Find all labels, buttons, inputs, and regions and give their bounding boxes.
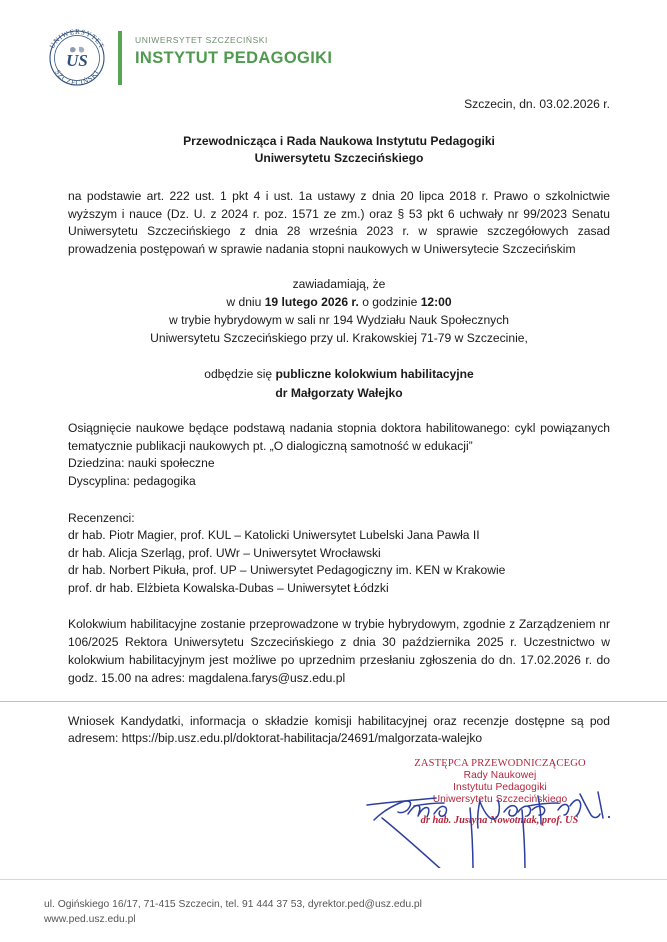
event-prefix-text: odbędzie się — [204, 367, 276, 382]
event-title: publiczne kolokwium habilitacyjne — [275, 367, 474, 382]
svg-text:SZCZECIŃSKI: SZCZECIŃSKI — [53, 68, 101, 88]
reviewers-section — [68, 510, 610, 598]
institution-branding — [135, 36, 332, 66]
field-line: Dziedzina: nauki społeczne — [68, 456, 215, 471]
university-name: UNIWERSYTET SZCZECIŃSKI — [135, 35, 268, 45]
list-item: dr hab. Norbert Pikuła, prof. UP – Uniwersytet Pedagogiczny im. KEN w Krakowie — [68, 563, 506, 578]
announcement-block — [68, 275, 610, 348]
svg-text:US: US — [66, 51, 88, 70]
signature-block — [352, 748, 642, 868]
candidate-name: dr Małgorzaty Wałejko — [275, 385, 403, 400]
date-line: Szczecin, dn. 03.02.2026 r. — [464, 97, 610, 111]
list-item: dr hab. Piotr Magier, prof. KUL – Katolicki Uniwersytet Lubelski Jana Pawła II — [68, 528, 480, 543]
time-prefix-text: o godzinie — [358, 295, 421, 310]
hybrid-mode-paragraph: Kolokwium habilitacyjne zostanie przeprowadzone w trybie hybrydowym, zgodnie z Zarządzeniem nr 106/2025 Rektora Uniwersytetu Szczecińskiego z dnia 30 października 2025 r. Uczestnictwo w kolokwium habilitacyjnym jest możliwe po uprzednim przesłaniu zgłoszenia do dn. 17.02.2026 r. do godz. 15.00 na adres: magdalena.farys@usz.edu.pl — [68, 617, 610, 685]
stamp-line-2: Rady Naukowej — [463, 770, 537, 782]
footer-address: ul. Ogińskiego 16/17, 71-415 Szczecin, tel. 91 444 37 53, dyrektor.ped@usz.edu.pl — [44, 899, 422, 910]
event-time: 12:00 — [420, 295, 452, 310]
addressee-line-2: Uniwersytetu Szczecińskiego — [254, 151, 424, 166]
venue-line-2: Uniwersytetu Szczecińskiego przy ul. Krakowskiej 71-79 w Szczecinie, — [150, 331, 528, 346]
document-body — [68, 96, 610, 748]
availability-paragraph: Wniosek Kandydatki, informacja o składzie komisji habilitacyjnej oraz recenzje dostępne są pod adresem: https://bip.usz.edu.pl/doktorat-habilitacja/24691/malgorzata-walejko — [68, 713, 610, 746]
letterhead — [0, 0, 667, 95]
announcement-intro: zawiadamiają, że — [292, 276, 386, 291]
svg-text:UNIWERSYTET: UNIWERSYTET — [48, 27, 106, 51]
header-accent-bar — [118, 31, 122, 85]
achievement-paragraph: Osiągnięcie naukowe będące podstawą nadania stopnia doktora habilitowanego: cykl powiązanych tematycznie publikacji naukowych pt. „O dialogiczną samotność w edukacji” — [68, 420, 610, 453]
reviewers-header: Recenzenci: — [68, 510, 135, 525]
venue-line-1: w trybie hybrydowym w sali nr 194 Wydziału Nauk Społecznych — [169, 313, 509, 328]
footer-divider — [0, 879, 667, 880]
date-prefix-text: w dniu — [226, 295, 265, 310]
signer-name-stamp: dr hab. Justyna Nowotniak, prof. US — [420, 815, 579, 826]
stamp-line-4: Uniwersytetu Szczecińskiego — [432, 794, 568, 806]
stamp-line-3: Instytutu Pedagogiki — [453, 782, 547, 794]
stamp-line-1: ZASTĘPCA PRZEWODNICZĄCEGO — [414, 758, 586, 769]
event-date: 19 lutego 2026 r. — [264, 295, 359, 310]
event-title-block — [68, 365, 610, 401]
addressee-line-1: Przewodnicząca i Rada Naukowa Instytutu Pedagogiki — [183, 133, 495, 148]
official-stamp — [400, 758, 600, 806]
discipline-line: Dyscyplina: pedagogika — [68, 474, 196, 489]
institute-name: INSTYTUT PEDAGOGIKI — [135, 48, 333, 67]
university-seal-logo — [44, 27, 110, 89]
page-footer — [44, 898, 624, 928]
addressee-block — [68, 133, 610, 168]
legal-basis-paragraph: na podstawie art. 222 ust. 1 pkt 4 i ust. 1a ustawy z dnia 20 lipca 2018 r. Prawo o szkolnictwie wyższym i nauce (Dz. U. z 2024 r. poz. 1571 ze zm.) oraz § 53 pkt 6 uchwały nr 99/2023 Senatu Uniwersytetu Szczecińskiego z dnia 28 września 2023 r. w sprawie szczegółowych zasad prowadzenia postępowań w sprawie nadania stopni naukowych w Uniwersytecie Szczecińskim — [68, 188, 610, 257]
content-divider-top — [0, 701, 667, 702]
event-datetime-line — [68, 293, 610, 311]
list-item: prof. dr hab. Elżbieta Kowalska-Dubas – Uniwersytet Łódzki — [68, 580, 389, 595]
event-title-line — [68, 365, 610, 383]
footer-website: www.ped.usz.edu.pl — [44, 913, 136, 925]
list-item: dr hab. Alicja Szerląg, prof. UWr – Uniwersytet Wrocławski — [68, 545, 381, 560]
